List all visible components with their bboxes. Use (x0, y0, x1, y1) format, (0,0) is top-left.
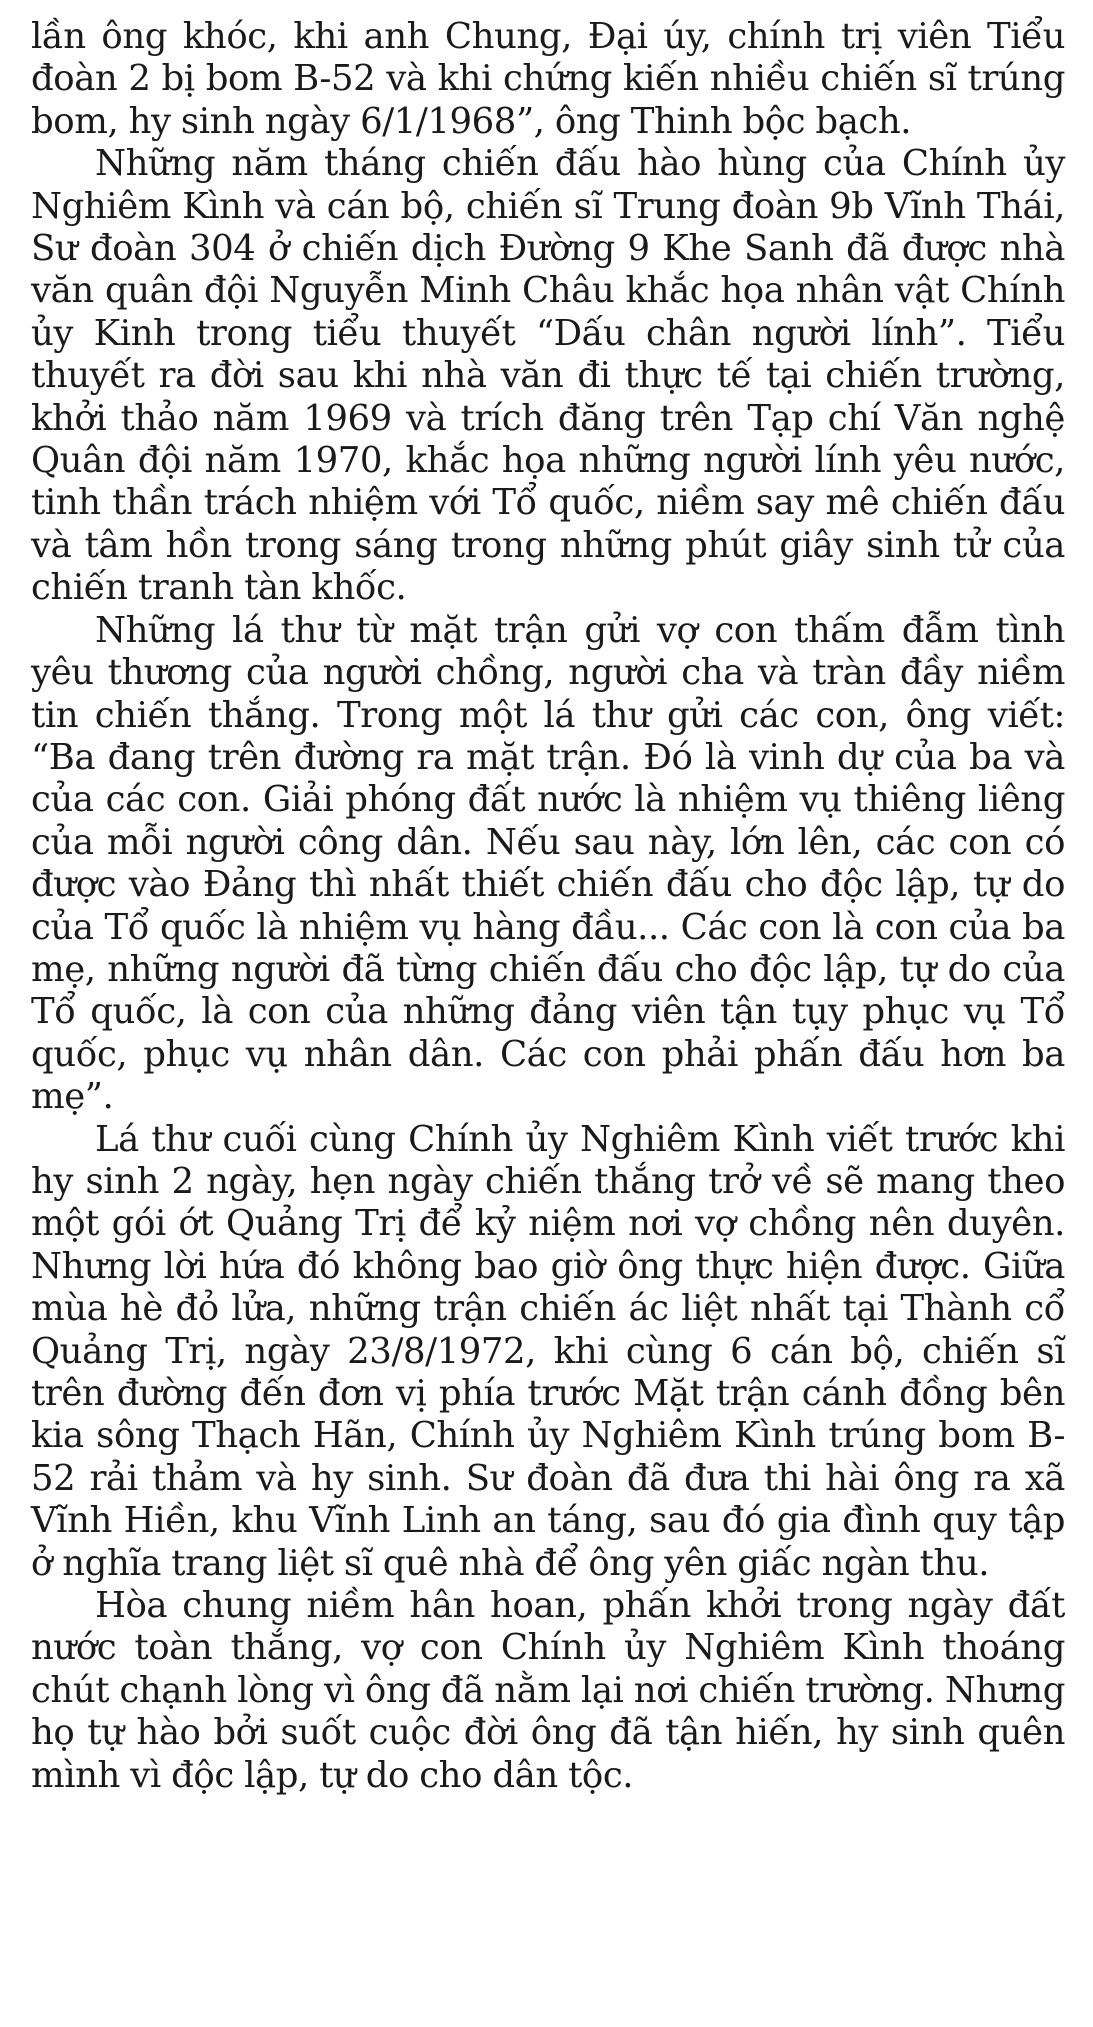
paragraph-last-letter: Lá thư cuối cùng Chính ủy Nghiêm Kình viết trước khi hy sinh 2 ngày, hẹn ngày chiến thắng trở về sẽ mang theo một gói ớt Quảng Trị để kỷ niệm nơi vợ chồng nên duyên. Nhưng lời hứa đó không bao giờ ông thực hiện được. Giữa mùa hè đỏ lửa, những trận chiến ác liệt nhất tại Thành cổ Quảng Trị, ngày 23/8/1972, khi cùng 6 cán bộ, chiến sĩ trên đường đến đơn vị phía trước Mặt trận cánh đồng bên kia sông Thạch Hãn, Chính ủy Nghiêm Kình trúng bom B-52 rải thảm và hy sinh. Sư đoàn đã đưa thi hài ông ra xã Vĩnh Hiền, khu Vĩnh Linh an táng, sau đó gia đình quy tập ở nghĩa trang liệt sĩ quê nhà để ông yên giấc ngàn thu. (31, 1118, 1065, 1584)
paragraph-letters-to-children: Những lá thư từ mặt trận gửi vợ con thấm đẫm tình yêu thương của người chồng, người cha và tràn đầy niềm tin chiến thắng. Trong một lá thư gửi các con, ông viết: “Ba đang trên đường ra mặt trận. Đó là vinh dự của ba và của các con. Giải phóng đất nước là nhiệm vụ thiêng liêng của mỗi người công dân. Nếu sau này, lớn lên, các con có được vào Đảng thì nhất thiết chiến đấu cho độc lập, tự do của Tổ quốc là nhiệm vụ hàng đầu... Các con là con của ba mẹ, những người đã từng chiến đấu cho độc lập, tự do của Tổ quốc, là con của những đảng viên tận tụy phục vụ Tổ quốc, phục vụ nhân dân. Các con phải phấn đấu hơn ba mẹ”. (31, 609, 1065, 1118)
paragraph-continuation: lần ông khóc, khi anh Chung, Đại úy, chính trị viên Tiểu đoàn 2 bị bom B-52 và khi chứng kiến nhiều chiến sĩ trúng bom, hy sinh ngày 6/1/1968”, ông Thinh bộc bạch. (31, 16, 1065, 142)
paragraph-nguyen-minh-chau-novel: Những năm tháng chiến đấu hào hùng của Chính ủy Nghiêm Kình và cán bộ, chiến sĩ Trung đoàn 9b Vĩnh Thái, Sư đoàn 304 ở chiến dịch Đường 9 Khe Sanh đã được nhà văn quân đội Nguyễn Minh Châu khắc họa nhân vật Chính ủy Kinh trong tiểu thuyết “Dấu chân người lính”. Tiểu thuyết ra đời sau khi nhà văn đi thực tế tại chiến trường, khởi thảo năm 1969 và trích đăng trên Tạp chí Văn nghệ Quân đội năm 1970, khắc họa những người lính yêu nước, tinh thần trách nhiệm với Tổ quốc, niềm say mê chiến đấu và tâm hồn trong sáng trong những phút giây sinh tử của chiến tranh tàn khốc. (31, 143, 1065, 609)
paragraph-family-pride: Hòa chung niềm hân hoan, phấn khởi trong ngày đất nước toàn thắng, vợ con Chính ủy Nghiêm Kình thoáng chút chạnh lòng vì ông đã nằm lại nơi chiến trường. Nhưng họ tự hào bởi suốt cuộc đời ông đã tận hiến, hy sinh quên mình vì độc lập, tự do cho dân tộc. (31, 1585, 1065, 1796)
